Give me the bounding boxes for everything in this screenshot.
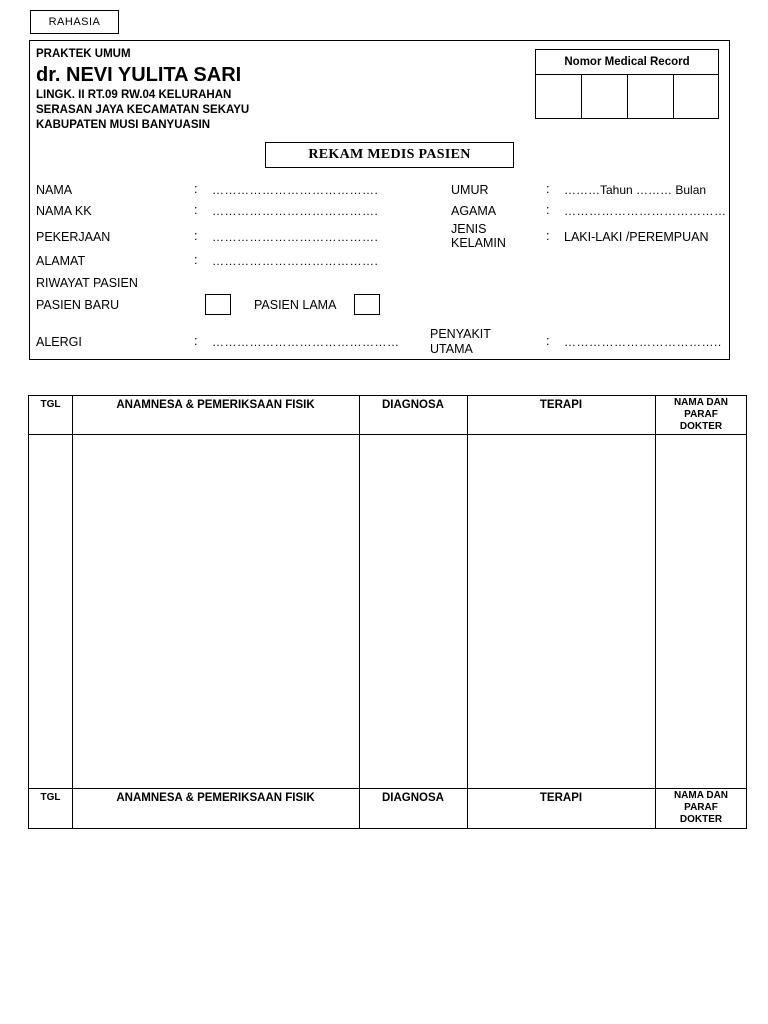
label-nama-kk: NAMA KK: [36, 204, 92, 218]
label-nama: NAMA: [36, 183, 73, 197]
label-jenis: JENIS: [451, 222, 487, 236]
footer-paraf: [655, 790, 747, 826]
pasien-lama-checkbox[interactable]: [354, 294, 380, 315]
colon: :: [194, 229, 198, 243]
clinic-address-line3: KABUPATEN MUSI BANYUASIN: [36, 119, 210, 131]
tgl-cell[interactable]: [29, 435, 72, 788]
colon: :: [194, 203, 198, 217]
footer-paraf-line2: PARAF: [684, 802, 718, 813]
pasien-baru-checkbox[interactable]: [205, 294, 231, 315]
colon: :: [546, 203, 550, 217]
row-divider: [29, 788, 746, 789]
field-nama[interactable]: ………………………………….: [212, 183, 379, 197]
label-penyakit: PENYAKIT: [430, 327, 491, 341]
header-terapi: TERAPI: [539, 399, 583, 411]
field-jenis-kelamin[interactable]: LAKI-LAKI /PEREMPUAN: [564, 230, 709, 244]
medical-record-table: [28, 395, 747, 829]
clinic-address-line2: SERASAN JAYA KECAMATAN SEKAYU: [36, 104, 250, 116]
label-riwayat-pasien: RIWAYAT PASIEN: [36, 276, 138, 290]
label-pekerjaan: PEKERJAAN: [36, 230, 111, 244]
terapi-cell[interactable]: [468, 435, 655, 788]
colon: :: [194, 182, 198, 196]
clinic-address-line1: LINGK. II RT.09 RW.04 KELURAHAN: [36, 89, 232, 101]
footer-tgl: TGL: [40, 792, 61, 803]
field-nama-kk[interactable]: ………………………………….: [212, 204, 379, 218]
mr-digit-cell[interactable]: [582, 75, 628, 119]
medical-record-label: Nomor Medical Record: [536, 50, 718, 75]
mr-digit-cell[interactable]: [628, 75, 674, 119]
label-alergi: ALERGI: [36, 335, 82, 349]
footer-anamnesa: ANAMNESA & PEMERIKSAAN FISIK: [116, 792, 315, 804]
mr-digit-cell[interactable]: [536, 75, 582, 119]
form-title: REKAM MEDIS PASIEN: [265, 142, 514, 168]
label-kelamin: KELAMIN: [451, 236, 506, 250]
confidential-label: RAHASIA: [30, 10, 119, 34]
header-anamnesa: ANAMNESA & PEMERIKSAAN FISIK: [116, 399, 315, 411]
footer-paraf-line1: NAMA DAN: [673, 790, 729, 801]
footer-paraf-line3: DOKTER: [679, 814, 723, 825]
field-alergi[interactable]: ………………………………………: [212, 335, 400, 349]
label-agama: AGAMA: [451, 204, 497, 218]
label-umur: UMUR: [451, 183, 489, 197]
header-paraf: [655, 397, 747, 433]
header-tgl: TGL: [40, 399, 61, 410]
colon: :: [194, 334, 198, 348]
medical-record-number-box: [535, 49, 719, 119]
label-utama: UTAMA: [430, 342, 473, 356]
label-alamat: ALAMAT: [36, 254, 86, 268]
colon: :: [546, 334, 550, 348]
field-agama[interactable]: …………………………………: [564, 204, 727, 218]
header-paraf-line3: DOKTER: [679, 421, 723, 432]
field-alamat[interactable]: ………………………………….: [212, 254, 379, 268]
doctor-name: dr. NEVI YULITA SARI: [36, 64, 242, 86]
colon: :: [194, 253, 198, 267]
anamnesa-cell[interactable]: [73, 435, 359, 788]
field-penyakit-utama[interactable]: ………………………………..: [564, 335, 722, 349]
label-pasien-lama: PASIEN LAMA: [254, 298, 337, 312]
clinic-type: PRAKTEK UMUM: [36, 48, 131, 60]
header-paraf-line2: PARAF: [684, 409, 718, 420]
footer-terapi: TERAPI: [539, 792, 583, 804]
header-diagnosa: DIAGNOSA: [382, 399, 444, 411]
paraf-cell[interactable]: [656, 435, 746, 788]
field-pekerjaan[interactable]: ………………………………….: [212, 230, 379, 244]
colon: :: [546, 182, 550, 196]
header-paraf-line1: NAMA DAN: [673, 397, 729, 408]
field-umur[interactable]: ………Tahun ……… Bulan: [564, 183, 707, 197]
diagnosa-cell[interactable]: [360, 435, 467, 788]
footer-diagnosa: DIAGNOSA: [382, 792, 444, 804]
label-pasien-baru: PASIEN BARU: [36, 298, 120, 312]
mr-digit-cell[interactable]: [674, 75, 718, 119]
colon: :: [546, 229, 550, 243]
